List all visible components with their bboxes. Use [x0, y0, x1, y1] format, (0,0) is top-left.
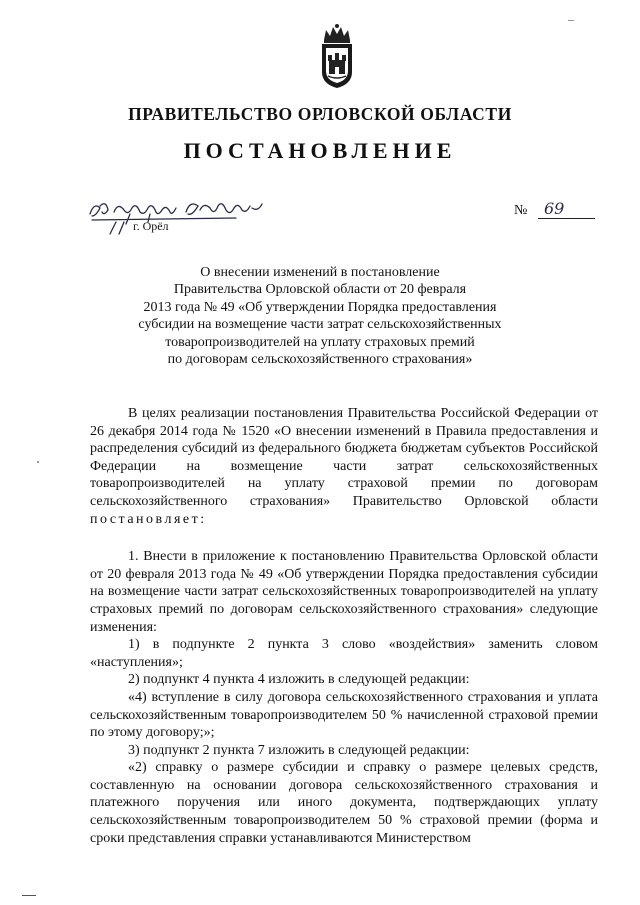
number-underline: [538, 218, 595, 219]
subject-block: [120, 264, 520, 368]
subject-line: 2013 года № 49 «Об утверждении Порядка предоставления: [143, 299, 497, 315]
clause-paragraph: «4) вступление в силу договора сельскохозяйственного страхования и уплата сельскохозяйственным товаропроизводителем 50 % начисленной страховой премии по этому договору;»;: [90, 689, 598, 741]
number-value: 69: [544, 199, 565, 218]
scan-edge-mark: [22, 895, 36, 896]
subject-line: субсидии на возмещение части затрат сельскохозяйственных: [138, 317, 502, 333]
document-body: [90, 405, 598, 847]
city-label: г. Орёл: [133, 219, 169, 233]
preamble-text: В целях реализации постановления Правительства Российской Федерации от 26 декабря 2014 года № 1520 «О внесении изменений в Правила предоставления и распределения субсидий из федерального бюджета бюджетам субъектов Российской Федерации на возмещение части затрат сельскохозяйственных товаропроизводителей на уплату страховой премии по договорам сельскохозяйственного страхования» Правительство Орловской области: [90, 406, 598, 509]
subject-line: Правительства Орловской области от 20 февраля: [173, 282, 467, 298]
subject-line: товаропроизводителей на уплату страховых премий: [165, 334, 475, 350]
scan-speck: [37, 461, 39, 463]
document-number: [514, 200, 598, 220]
handwritten-date-signature: [86, 194, 276, 238]
government-title: ПРАВИТЕЛЬСТВО ОРЛОВСКОЙ ОБЛАСТИ: [128, 104, 512, 124]
subject-line: О внесении изменений в постановление: [200, 265, 440, 280]
scan-speck: [568, 20, 574, 21]
preamble-paragraph: [90, 405, 598, 528]
clause-paragraph: 2) подпункт 4 пункта 4 изложить в следующей редакции:: [128, 672, 470, 688]
clause-paragraph: 3) подпункт 2 пункта 7 изложить в следующей редакции:: [128, 742, 470, 758]
subject-line: по договорам сельскохозяйственного страхования»: [167, 352, 473, 368]
document-type-heading: ПОСТАНОВЛЕНИЕ: [183, 138, 457, 163]
coat-of-arms-icon: [316, 22, 358, 90]
preamble-verb: постановляет:: [90, 511, 207, 527]
clause-paragraph: 1) в подпункте 2 пункта 3 слово «воздействия» заменить словом «наступления»;: [90, 637, 598, 670]
number-label: №: [514, 203, 528, 218]
clause-paragraph: «2) справку о размере субсидии и справку о размере целевых средств, составленную на основании договора сельскохозяйственного страхования и платежного поручения или иного документа, подтверждающих уплату сельскохозяйственным товаропроизводителем 50 % страховой премии (форма и сроки представления справки устанавливаются Министерством: [90, 760, 598, 846]
clause-paragraph: 1. Внести в приложение к постановлению Правительства Орловской области от 20 февраля 2013 года № 49 «Об утверждении Порядка предоставления субсидии на возмещение части затрат сельскохозяйственных товаропроизводителей на уплату страховых премий по договорам сельскохозяйственного страхования» следующие изменения:: [90, 549, 598, 635]
